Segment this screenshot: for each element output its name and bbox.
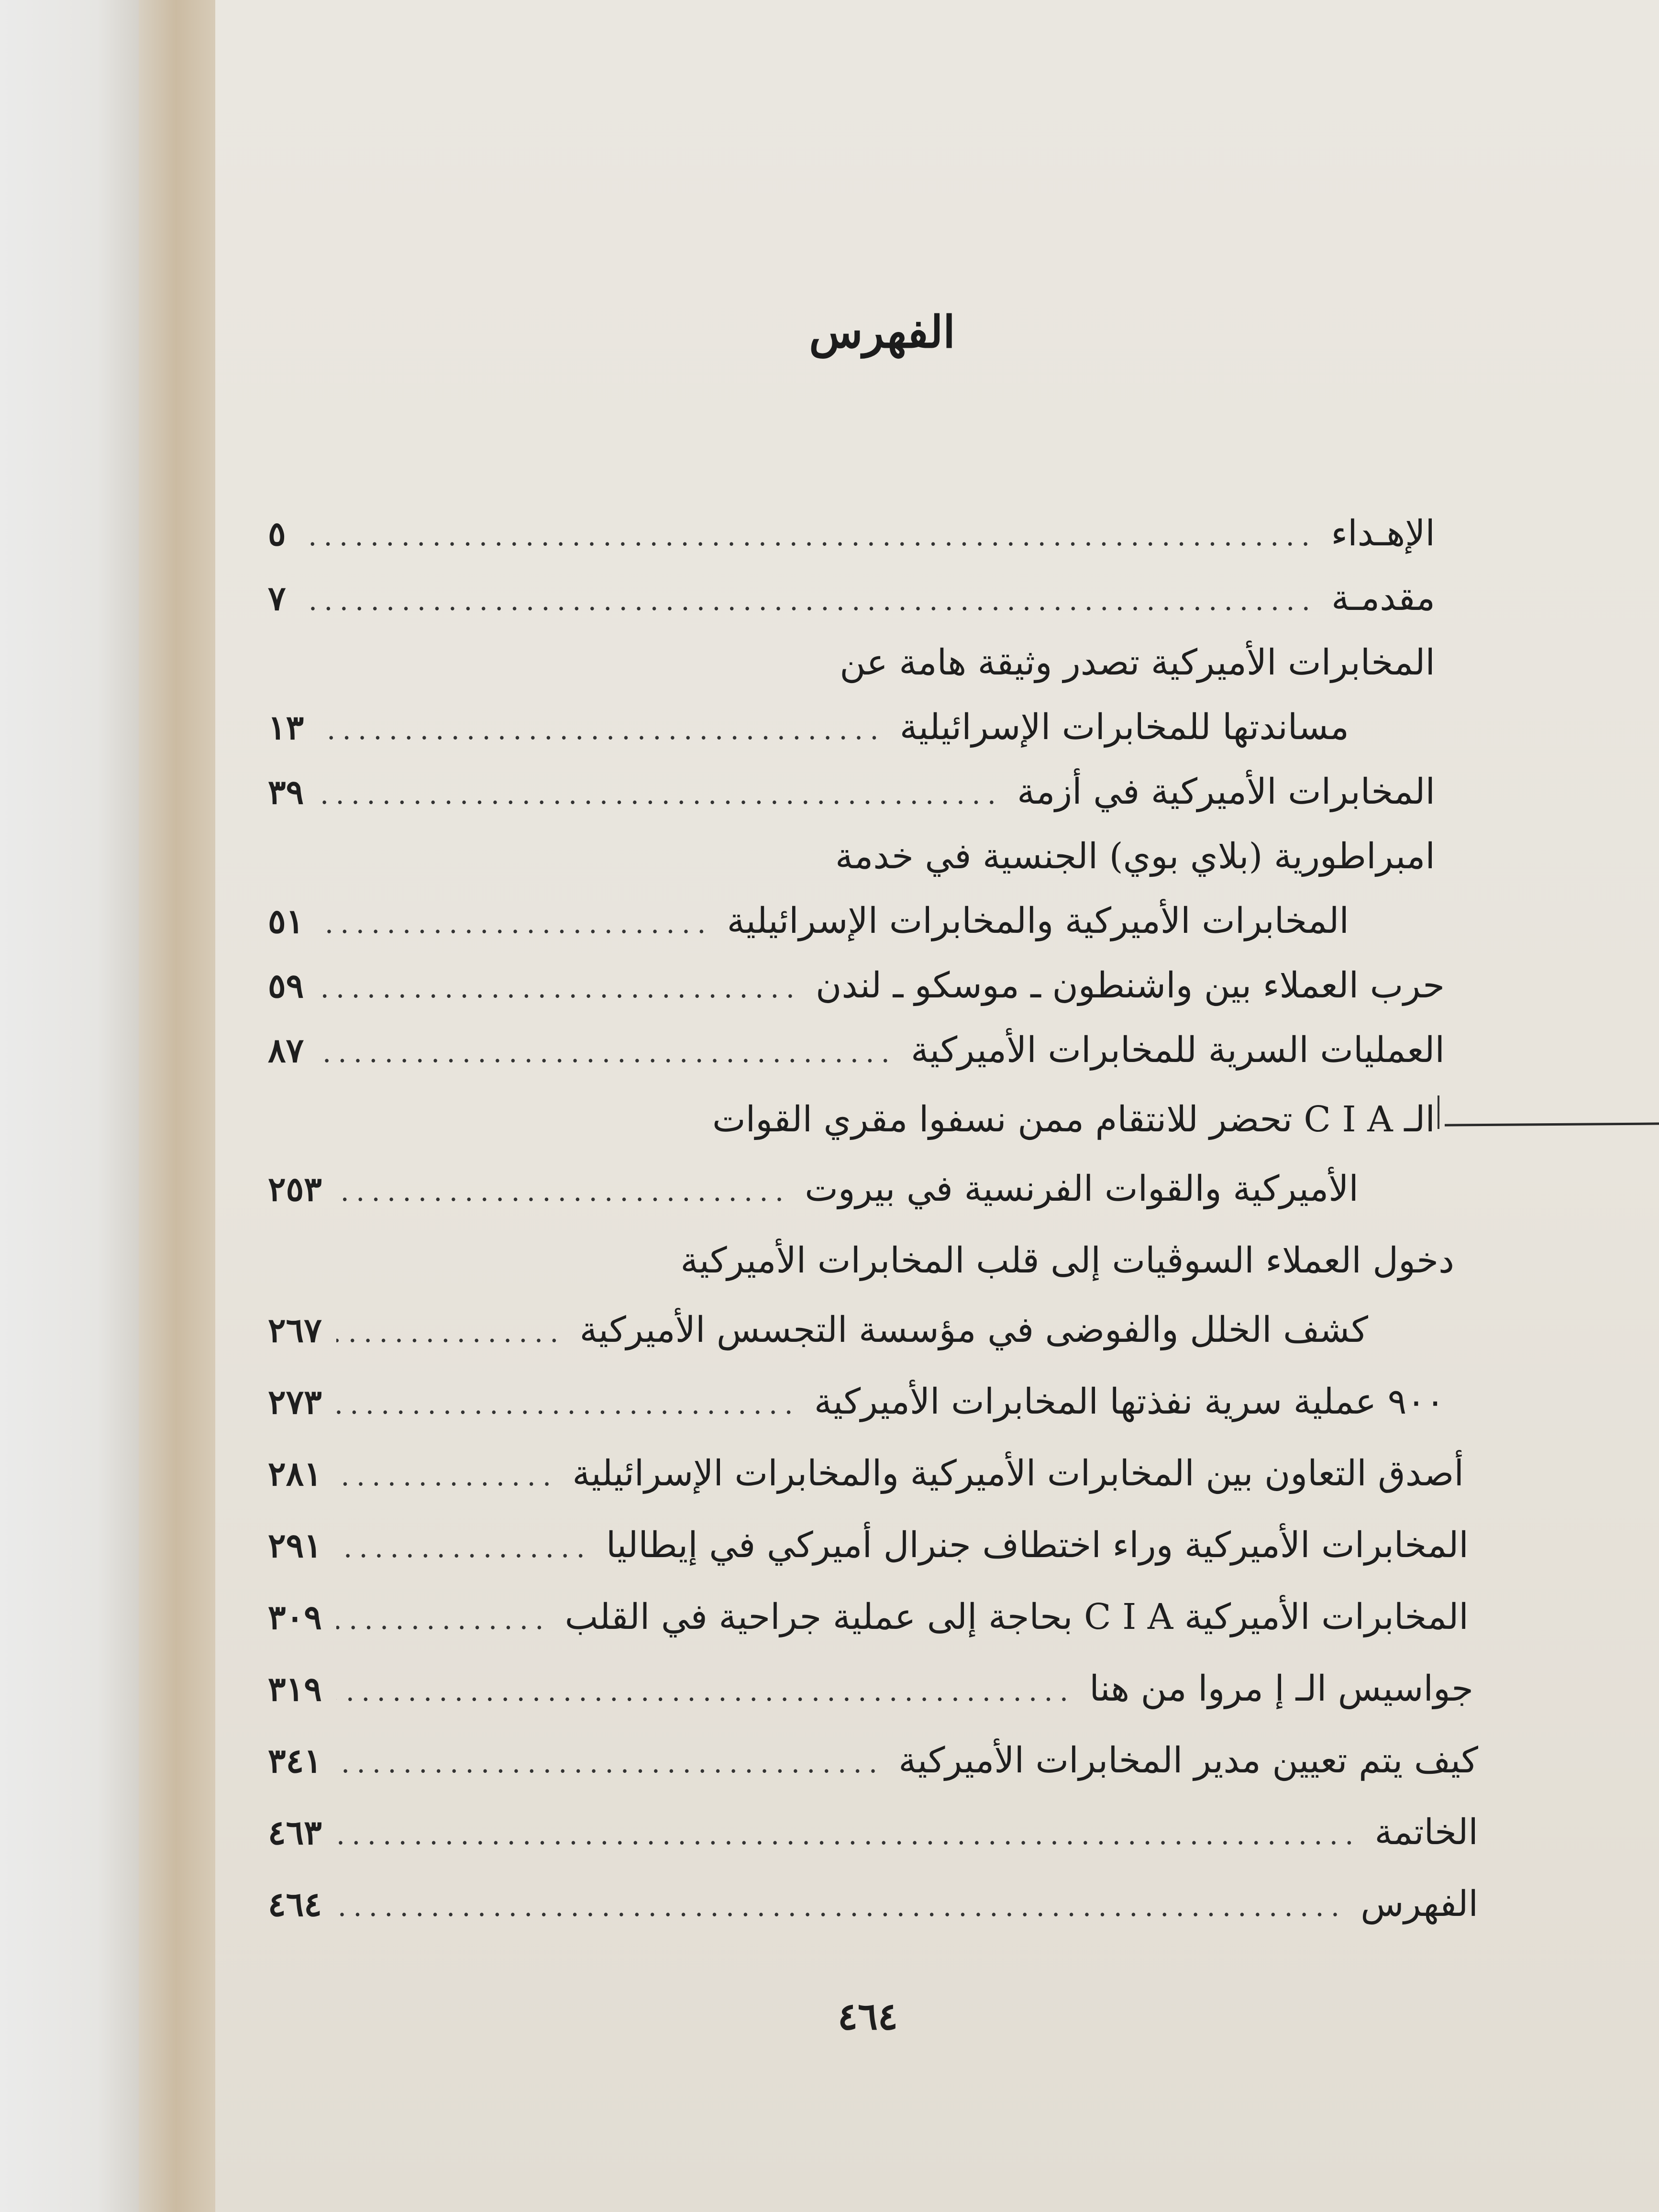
toc-entry-title: امبراطورية (بلاي بوي) الجنسية في خدمة — [835, 836, 1435, 877]
dot-leader — [300, 574, 1317, 627]
toc-entry-page: ٢٨١ — [268, 1454, 322, 1493]
toc-entry — [268, 507, 1435, 560]
toc-entry-page: ٤٦٤ — [268, 1884, 322, 1924]
toc-entry-title: المخابرات الأميركية C I A بحاجة إلى عملية جراحية في القلب — [564, 1596, 1469, 1637]
toc-entry — [268, 1734, 1478, 1787]
dot-leader — [336, 1306, 565, 1359]
toc-entry — [268, 1162, 1359, 1215]
toc-entry — [268, 765, 1435, 818]
toc-entry-title: المخابرات الأميركية والمخابرات الإسرائيلية — [727, 900, 1349, 941]
toc-entry — [268, 1447, 1464, 1500]
toc-entry-page: ١٣ — [268, 708, 304, 747]
dot-leader — [336, 1449, 558, 1502]
dot-leader — [318, 703, 885, 756]
toc-entry-title: الخاتمة — [1374, 1812, 1478, 1853]
toc-entry-page: ٣٠٩ — [268, 1597, 322, 1637]
toc-entry-title: المخابرات الأميركية في أزمة — [1017, 771, 1435, 812]
toc-entry-title: مقدمـة — [1331, 577, 1435, 619]
dot-leader — [336, 1593, 551, 1646]
toc-entry — [268, 1591, 1469, 1643]
toc-entry — [268, 1304, 1368, 1356]
pen-tick-mark — [1438, 1095, 1439, 1129]
toc-entry-title: أصدق التعاون بين المخابرات الأميركية والمخابرات الإسرائيلية — [572, 1453, 1464, 1494]
toc-entry — [268, 1878, 1478, 1930]
toc-entry — [268, 1519, 1469, 1571]
toc-entry-page: ٣٤١ — [268, 1741, 322, 1781]
dot-leader — [318, 897, 712, 950]
dot-leader — [318, 962, 801, 1014]
toc-entry-title: كيف يتم تعيين مدير المخابرات الأميركية — [898, 1740, 1478, 1781]
dot-leader — [336, 1880, 1346, 1933]
toc-entry-title: المخابرات الأميركية تصدر وثيقة هامة عن — [840, 642, 1435, 683]
toc-entry-page: ٢٧٣ — [268, 1382, 322, 1422]
toc-entry — [268, 636, 1435, 689]
toc-entry-title: الإهـداء — [1331, 513, 1435, 554]
dot-leader — [300, 509, 1317, 562]
toc-entry-title: ٩٠٠ عملية سرية نفذتها المخابرات الأميركية — [814, 1381, 1445, 1422]
toc-entry-page: ٥٩ — [268, 966, 304, 1006]
toc-entry — [268, 959, 1445, 1012]
dot-leader — [336, 1521, 592, 1574]
toc-entry — [268, 1024, 1445, 1076]
toc-entry-title: حرب العملاء بين واشنطون ـ موسكو ـ لندن — [816, 965, 1445, 1006]
toc-entry-title: المخابرات الأميركية وراء اختطاف جنرال أميركي في إيطاليا — [606, 1525, 1469, 1566]
toc-entry — [268, 701, 1349, 753]
toc-entry-title: الـ C I A تحضر للانتقام ممن نسفوا مقري القوات — [712, 1099, 1435, 1140]
toc-entry — [268, 572, 1435, 624]
toc-entry-page: ٨٧ — [268, 1030, 304, 1070]
dot-leader — [318, 768, 1003, 820]
page-title: الفهرس — [809, 306, 955, 358]
toc-entry — [268, 1375, 1445, 1428]
toc-entry-page: ٤٦٣ — [268, 1813, 322, 1852]
dot-leader — [336, 1665, 1075, 1717]
dot-leader — [336, 1808, 1360, 1861]
toc-entry-page: ٢٥٣ — [268, 1169, 322, 1209]
toc-entry-title: الأميركية والقوات الفرنسية في بيروت — [805, 1168, 1359, 1209]
toc-entry-page: ٥ — [268, 514, 286, 553]
toc-entry — [268, 895, 1349, 947]
toc-entry-page: ٧ — [268, 578, 286, 618]
toc-entry-title: جواسيس الـ إ مروا من هنا — [1089, 1668, 1473, 1709]
toc-entry-title: العمليات السرية للمخابرات الأميركية — [911, 1029, 1445, 1071]
toc-entry — [268, 1806, 1478, 1858]
toc-entry-title: مساندتها للمخابرات الإسرائيلية — [899, 707, 1349, 748]
dot-leader — [336, 1378, 800, 1430]
dot-leader — [318, 1026, 896, 1079]
toc-entry-page: ٣١٩ — [268, 1669, 322, 1709]
toc-entry-page: ٥١ — [268, 901, 304, 941]
dot-leader — [336, 1736, 884, 1789]
toc-entry — [268, 1093, 1435, 1146]
toc-entry — [268, 1662, 1473, 1715]
toc-entry-page: ٣٩ — [268, 772, 304, 812]
toc-entry-title: كشف الخلل والفوضى في مؤسسة التجسس الأميركية — [579, 1309, 1368, 1350]
toc-entry — [268, 1234, 1454, 1287]
toc-entry-page: ٢٩١ — [268, 1526, 322, 1565]
page-number: ٤٦٤ — [838, 1995, 898, 2038]
toc-entry-page: ٢٦٧ — [268, 1310, 322, 1350]
toc-entry — [268, 830, 1435, 883]
toc-entry-title: دخول العملاء السوڤيات إلى قلب المخابرات الأميركية — [680, 1240, 1454, 1281]
dot-leader — [336, 1165, 790, 1217]
toc-entry-title: الفهرس — [1360, 1883, 1478, 1924]
